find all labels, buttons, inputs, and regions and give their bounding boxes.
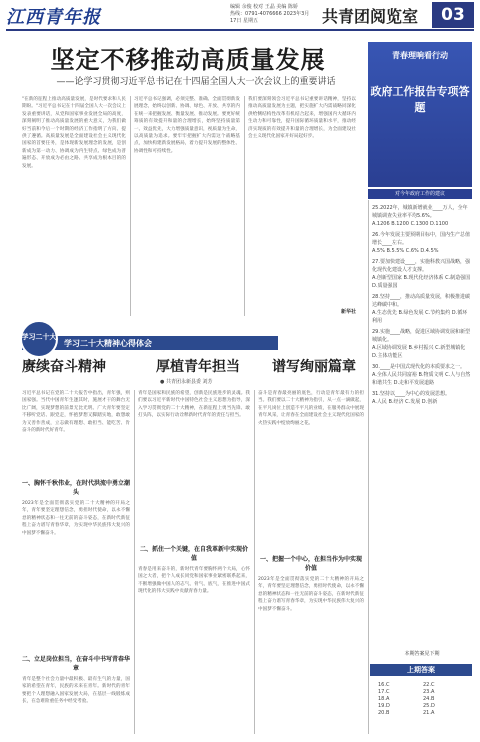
article-col-3: 我们要深刻领会习近平总书记重要讲话精神，坚持以推动高质量发展为主题，把实施扩大内需战略同深化供给侧结构性改革有机结合起来，增强国内大循环内生动力和可靠性，提升国际循环质量和水平，推动经济实现质的有效提升和量的合理增长，为全面建设社会主义现代化国家开好局起好步。 [248,97,356,140]
answer-item: 22.C [423,682,435,688]
article-col-2: 习近平总书记强调，必须完整、准确、全面贯彻新发展理念，始终以创新、协调、绿色、开放、共享的内在统一来把握发展、衡量发展、推动发展。要更好统筹质的有效提升和量的合理增长，始终坚持质量第一、效益优先，大力增强质量意识，视质量为生命，以高质量为追求。要牢牢把握扩大内需这个战略基点，加快构建新发展格局，着力提升发展的整体性、协调性和可持续性。 [134,97,240,154]
answers-grid [378,682,468,717]
quiz-banner-caption: 对今年政府工作的建议 [368,189,472,199]
quiz-line: 26.今年发展主要预期目标中，国内生产总值增长____左右。 [372,232,470,246]
article-title: 坚定不移推动高质量发展 [50,45,326,74]
body-text: 2023年是全面贯彻落实党的二十大精神的开局之年，青年要坚定理想信念，勇担时代使命，以永不懈怠的精神状态和一往无前的奋斗姿态，在新时代新征程上奋力谱写青春华章，为实现中华民族伟大复兴的中国梦不懈奋斗。 [22,501,130,536]
body-col-2 [138,390,250,734]
quiz-line: A.全体人民共同富裕 B.物质文明 C.人与自然和谐共生 D.走和平发展道路 [372,372,471,386]
quiz-line: 25.2022年，城镇新增就业____万人，全年城镇调查失业率平均5.6%。 [372,205,468,219]
subheading: 二、抓住一个关键，在自我革新中实现价值 [139,546,248,562]
col-divider [244,96,245,316]
body-text: 2023年是全面贯彻落实党的二十大精神的开局之年，青年要坚定理想信念，勇担时代使命，以永不懈怠的精神状态和一往无前的奋斗姿态，在新时代新征程上奋力谱写青春华章，为实现中华民族伟大复兴的中国梦不懈奋斗。 [258,577,364,612]
subheading: 二、立足岗位担当，在奋斗中书写青春华章 [22,656,130,672]
section-badge-label: 学习二十大 [21,333,57,341]
quiz-line: A.5% B.5.5% C.6% D.4.5% [372,248,439,254]
section-band-text: 学习二十大精神心得体会 [64,339,152,348]
answer-item: 23.A [423,689,435,695]
quiz-line: 31.坚持以____为中心的发展思想。 [372,391,450,397]
quiz-line: A.创新型国家 B.现代化经济体系 C.制造强国 D.质量强国 [372,275,471,289]
quiz-line: A.1206 B.1200 C.1300 D.1100 [372,221,449,227]
answer-item: 21.A [423,710,435,716]
quiz-line: 27.要加快建设____，实施科教兴国战略，强化现代化建设人才支撑。 [372,259,470,273]
answers-title: 上期答案 [370,664,472,676]
col-divider [134,390,135,734]
body-text: 青年是整个社会力量中最积极、最有生气的力量，国家的希望在青年，民族的未来在青年。新时代的青年要把个人理想融入国家发展大局，在基层一线锻炼成长，在急难险重任务中经受考验。 [22,677,130,705]
headline-1: 赓续奋斗精神 [22,359,106,375]
headline-3: 谱写绚丽篇章 [272,359,356,375]
quiz-banner-heading: 政府工作报告专项答题 [370,85,470,114]
masthead-logo: 江西青年报 [6,7,101,28]
body-text: 习近平总书记在党的二十大报告中指出，青年强，则国家强。当代中国青年生逢其时，施展才干的舞台无比广阔，实现梦想的前景无比光明。广大青年要坚定不移听党话、跟党走，怀抱梦想又脚踏实地，敢想敢为又善作善成，立志做有理想、敢担当、能吃苦、肯奋斗的新时代好青年。 [22,391,130,434]
quiz-line: 30.____是中国式现代化的本质要求之一。 [372,364,465,370]
quiz-line: A.生态优先 B.绿色发展 C.节约集约 D.循环利用 [372,310,468,324]
subheading: 一、把握一个中心，在担当作为中实现价值 [259,556,362,572]
article-author: 新华社 [340,309,356,315]
answer-item: 16.C [378,682,390,688]
article-subtitle: ——论学习贯彻习近平总书记在十四届全国人大一次会议上的重要讲话 [56,77,336,87]
header-rule [6,29,474,31]
subheading: 一、胸怀千秋伟业，在时代洪流中勇立潮头 [22,480,130,496]
body-text: 青年是国家和民族的希望，创新是民族进步的灵魂。我们要以习近平新时代中国特色社会主义思想为指导，深入学习贯彻党的二十大精神，在新征程上勇当先锋、敢打头阵，以实际行动诠释新时代青年的责任与担当。 [138,391,250,419]
col-divider [130,96,131,316]
section-title: 共青团阅览室 [322,7,419,26]
col-divider [254,390,255,734]
quiz-line: A.人民 B.经济 C.发展 D.创新 [372,399,438,405]
answer-item: 17.C [378,689,390,695]
headline-2: 厚植青年担当 [156,359,240,375]
quiz-line: 28.坚持____，推动高质量发展，积极推进碳达峰碳中和。 [372,294,470,308]
answer-item: 20.B [378,710,390,716]
body-text: 奋斗是青春最亮丽的底色，行动是青年最有力的担当。我们要以二十大精神为指引，从一点一滴做起，在平凡岗位上创造不平凡的业绩，在服务群众中展现青年风采，让青春在全面建设社会主义现代化国家的火热实践中绽放绚丽之花。 [258,391,364,426]
answers-note: 本期答案见下期 [404,651,440,657]
quiz-line: A.区域协调发展 B.乡村振兴 C.新型城镇化 D.主体功能区 [372,345,466,359]
quiz-banner-title: 青春理响看行动 [392,51,448,60]
page-number: 03 [432,2,474,28]
header-meta [230,4,310,25]
quiz-line: 29.实施____战略，促进区域协调发展和新型城镇化。 [372,329,470,343]
answer-item: 24.B [423,696,435,702]
col-divider [368,200,369,734]
answer-item: 25.D [423,703,435,709]
article-col-1: "在新的征程上推动高质量发展，是时代要求和人民期盼。"习近平总书记在十四届全国人大一次会议上发表重要讲话，从党和国家事业发展全局的高度，深刻阐明了推动高质量发展的重大意义，为我们做好当前和今后一个时期的经济工作指明了方向、提供了遵循。高质量发展是全面建设社会主义现代化国家的首要任务，是体现新发展理念的发展，是创新成为第一动力、协调成为内生特点、绿色成为普遍形态、开放成为必由之路、共享成为根本目的的发展。 [22,97,126,169]
quiz-list [372,204,472,406]
answer-item: 19.D [378,703,390,709]
header-editors: 编辑 余俊 校对 王晶 美编 陈娇 [230,4,298,10]
header-date: 热线：0791-4076666 2023年3月17日 星期五 [230,11,310,24]
answer-item: 18.A [378,696,390,702]
body-text: 青春是用来奋斗的，新时代青年要胸怀两个大局，心怀国之大者，把个人成长同党和国家事业紧密联系起来，不断增强做中国人的志气、骨气、底气，在推进中国式现代化的伟大实践中贡献青春力量。 [138,567,250,595]
body-col-1 [22,390,130,734]
byline: ● 共青团永新县委 刘芳 [160,379,213,385]
body-col-3 [258,390,364,734]
